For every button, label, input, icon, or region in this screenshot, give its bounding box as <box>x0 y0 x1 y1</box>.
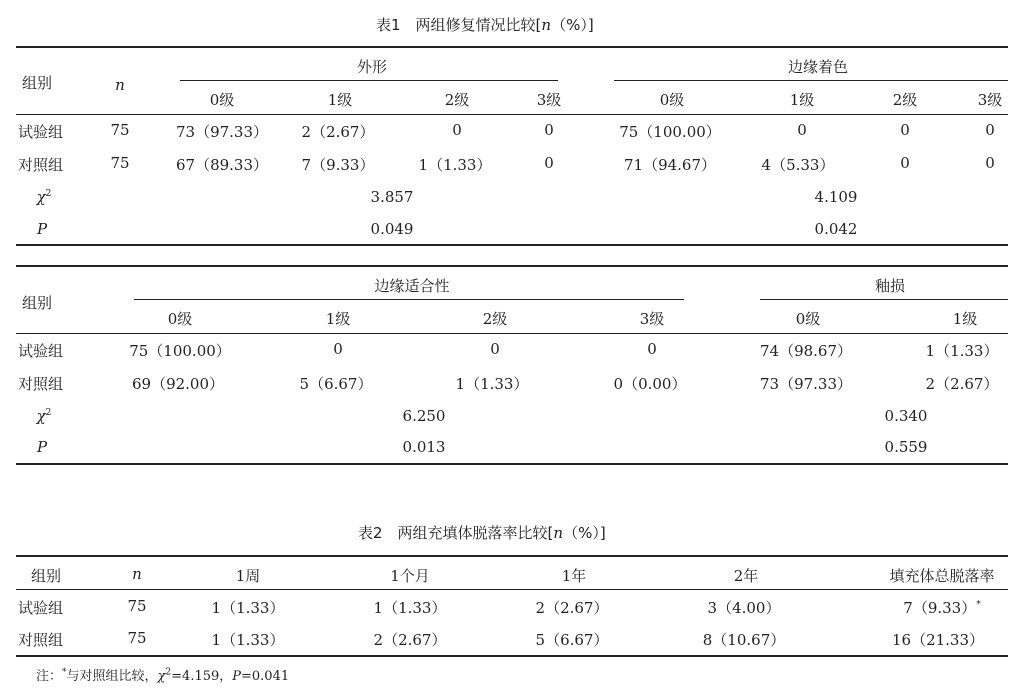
t1p1-cell: 0 <box>544 154 554 172</box>
chi-symbol: χ <box>36 188 46 206</box>
note-text: 与对照组比较， <box>66 669 158 684</box>
t1p2-cell: 2（2.67） <box>925 375 999 393</box>
t1p2-span-enamel-loss: 釉损 <box>874 277 906 295</box>
t2-cell: 1（1.33） <box>373 599 447 617</box>
t1p1-span-edge-color: 边缘着色 <box>787 58 849 76</box>
t1p2-chi-value: 6.250 <box>402 407 446 425</box>
t2-cell: 5（6.67） <box>535 631 609 649</box>
t1p2-grade: 3级 <box>639 310 665 328</box>
t1p1-row-group: 对照组 <box>18 156 64 174</box>
t1p1-cell: 0 <box>900 121 910 139</box>
note-chi-sup: 2 <box>165 667 172 678</box>
t2-header: 1年 <box>561 567 587 585</box>
t1p2-header-group: 组别 <box>22 294 53 312</box>
table2-caption-n: n <box>553 524 564 542</box>
note-p: P <box>232 669 242 684</box>
t1p1-cell: 0 <box>985 154 995 172</box>
t1p2-cell: 1（1.33） <box>455 375 529 393</box>
t1p2-cell: 0 <box>647 340 657 358</box>
t2-row-group: 试验组 <box>18 599 64 617</box>
note-mark: * <box>62 667 67 678</box>
t2-total-value: 7（9.33） <box>903 599 977 617</box>
t1p1-row-n: 75 <box>110 154 130 172</box>
t2-row-group: 对照组 <box>18 631 64 649</box>
t2-cell: 2（2.67） <box>373 631 447 649</box>
t1p1-cell: 0 <box>544 121 554 139</box>
t1p2-row-group: 试验组 <box>18 342 64 360</box>
t1p1-p-value: 0.049 <box>370 220 414 238</box>
table1-caption <box>376 14 594 35</box>
table1-caption-suffix: （%）] <box>551 16 594 34</box>
t1p1-grade: 0级 <box>659 91 685 109</box>
t2-header: 组别 <box>30 567 62 585</box>
t1p1-chi-label <box>37 188 52 206</box>
t1p1-header-n: n <box>115 76 125 94</box>
t1p2-bottom-rule <box>16 463 1008 465</box>
t1p1-header-group: 组别 <box>22 74 53 92</box>
t1p1-cell: 0 <box>797 121 807 139</box>
t1p1-grade: 3级 <box>977 91 1003 109</box>
t2-cell: 75 <box>127 629 147 647</box>
t1p2-grade: 1级 <box>325 310 351 328</box>
t2-cell: 2（2.67） <box>535 599 609 617</box>
t1p1-chi-value: 3.857 <box>370 188 414 206</box>
t1p1-cell: 7（9.33） <box>301 156 375 174</box>
t1p1-cell: 75（100.00） <box>619 123 721 141</box>
t1p2-grade: 0级 <box>795 310 821 328</box>
t2-header: 1个月 <box>390 567 430 585</box>
t1p2-grade: 0级 <box>167 310 193 328</box>
t2-cell: 3（4.00） <box>707 599 781 617</box>
t2-header: 2年 <box>733 567 759 585</box>
t1p1-grade: 0级 <box>209 91 235 109</box>
t1p1-cell: 4（5.33） <box>761 156 835 174</box>
t1p2-cell: 73（97.33） <box>759 375 853 393</box>
t2-header: n <box>132 565 142 583</box>
t1p1-cell: 0 <box>985 121 995 139</box>
t1p1-grade: 1级 <box>327 91 353 109</box>
t1p2-top-rule <box>16 265 1008 267</box>
chi-superscript: 2 <box>45 408 52 418</box>
table2-top-rule <box>16 555 1008 557</box>
t2-total-cell <box>903 597 980 618</box>
t2-cell: 1（1.33） <box>211 631 285 649</box>
chi-superscript: 2 <box>45 189 52 199</box>
t1p2-p-value: 0.013 <box>402 438 446 456</box>
table1-caption-n: n <box>541 16 552 34</box>
t1p2-span-edge-fit: 边缘适合性 <box>374 277 450 295</box>
t1p2-cell: 0（0.00） <box>613 375 687 393</box>
t1p2-cell: 5（6.67） <box>299 375 373 393</box>
table2-bottom-rule <box>16 655 1008 657</box>
t2-header-rule <box>16 589 1008 590</box>
t1p1-cell: 73（97.33） <box>175 123 269 141</box>
table2-footnote <box>36 665 289 684</box>
t1p1-p-label: P <box>36 220 48 238</box>
t1p1-span2-rule <box>614 80 1008 81</box>
table1-top-rule <box>16 46 1008 48</box>
table1-caption-prefix: 表1 两组修复情况比较[ <box>376 16 542 34</box>
t1p2-row-group: 对照组 <box>18 375 64 393</box>
t1p1-cell: 1（1.33） <box>418 156 492 174</box>
t1p2-p-value: 0.559 <box>884 438 928 456</box>
t1p1-grade: 1级 <box>789 91 815 109</box>
note-chi-value: =4.159， <box>171 669 233 684</box>
t1p2-grade: 2级 <box>482 310 508 328</box>
t1p2-grade: 1级 <box>952 310 978 328</box>
t1p1-cell: 0 <box>452 121 462 139</box>
t1p1-cell: 0 <box>900 154 910 172</box>
table2-caption-prefix: 表2 两组充填体脱落率比较[ <box>358 524 554 542</box>
t1p2-cell: 69（92.00） <box>131 375 225 393</box>
t1p1-cell: 67（89.33） <box>175 156 269 174</box>
t1p2-cell: 0 <box>490 340 500 358</box>
t1p1-grade: 3级 <box>536 91 562 109</box>
t1p2-chi-label <box>37 407 52 425</box>
t1p1-chi-value: 4.109 <box>814 188 858 206</box>
table2-caption <box>358 522 606 543</box>
t2-cell: 1（1.33） <box>211 599 285 617</box>
t1p2-span2-rule <box>760 299 1008 300</box>
significance-mark: * <box>976 600 981 610</box>
t1p1-bottom-rule <box>16 244 1008 246</box>
t1p1-cell: 2（2.67） <box>301 123 375 141</box>
table2-caption-suffix: （%）] <box>563 524 606 542</box>
t1p1-cell: 71（94.67） <box>623 156 717 174</box>
t1p2-p-label: P <box>36 438 48 456</box>
t1p2-chi-value: 0.340 <box>884 407 928 425</box>
t1p2-span1-rule <box>134 299 684 300</box>
chi-symbol: χ <box>36 407 46 425</box>
t2-cell: 8（10.67） <box>702 631 786 649</box>
t2-header: 1周 <box>235 567 261 585</box>
t1p2-cell: 0 <box>333 340 343 358</box>
t1p1-grade: 2级 <box>444 91 470 109</box>
t1p2-header-rule <box>16 333 1008 334</box>
t1p1-row-group: 试验组 <box>18 123 64 141</box>
t1p1-grade: 2级 <box>892 91 918 109</box>
t2-total-cell: 16（21.33） <box>891 631 985 649</box>
t1p2-cell: 75（100.00） <box>129 342 231 360</box>
t2-header: 填充体总脱落率 <box>889 567 995 585</box>
note-p-value: =0.041 <box>241 669 290 684</box>
t2-cell: 75 <box>127 597 147 615</box>
note-prefix: 注： <box>36 669 63 684</box>
note-chi: χ <box>157 669 166 684</box>
t1p2-cell: 74（98.67） <box>759 342 853 360</box>
t1p1-span-shape: 外形 <box>356 58 388 76</box>
t1p1-span1-rule <box>180 80 558 81</box>
t1p1-row-n: 75 <box>110 121 130 139</box>
t1p1-p-value: 0.042 <box>814 220 858 238</box>
t1p1-header-rule <box>16 114 1008 115</box>
t1p2-cell: 1（1.33） <box>925 342 999 360</box>
